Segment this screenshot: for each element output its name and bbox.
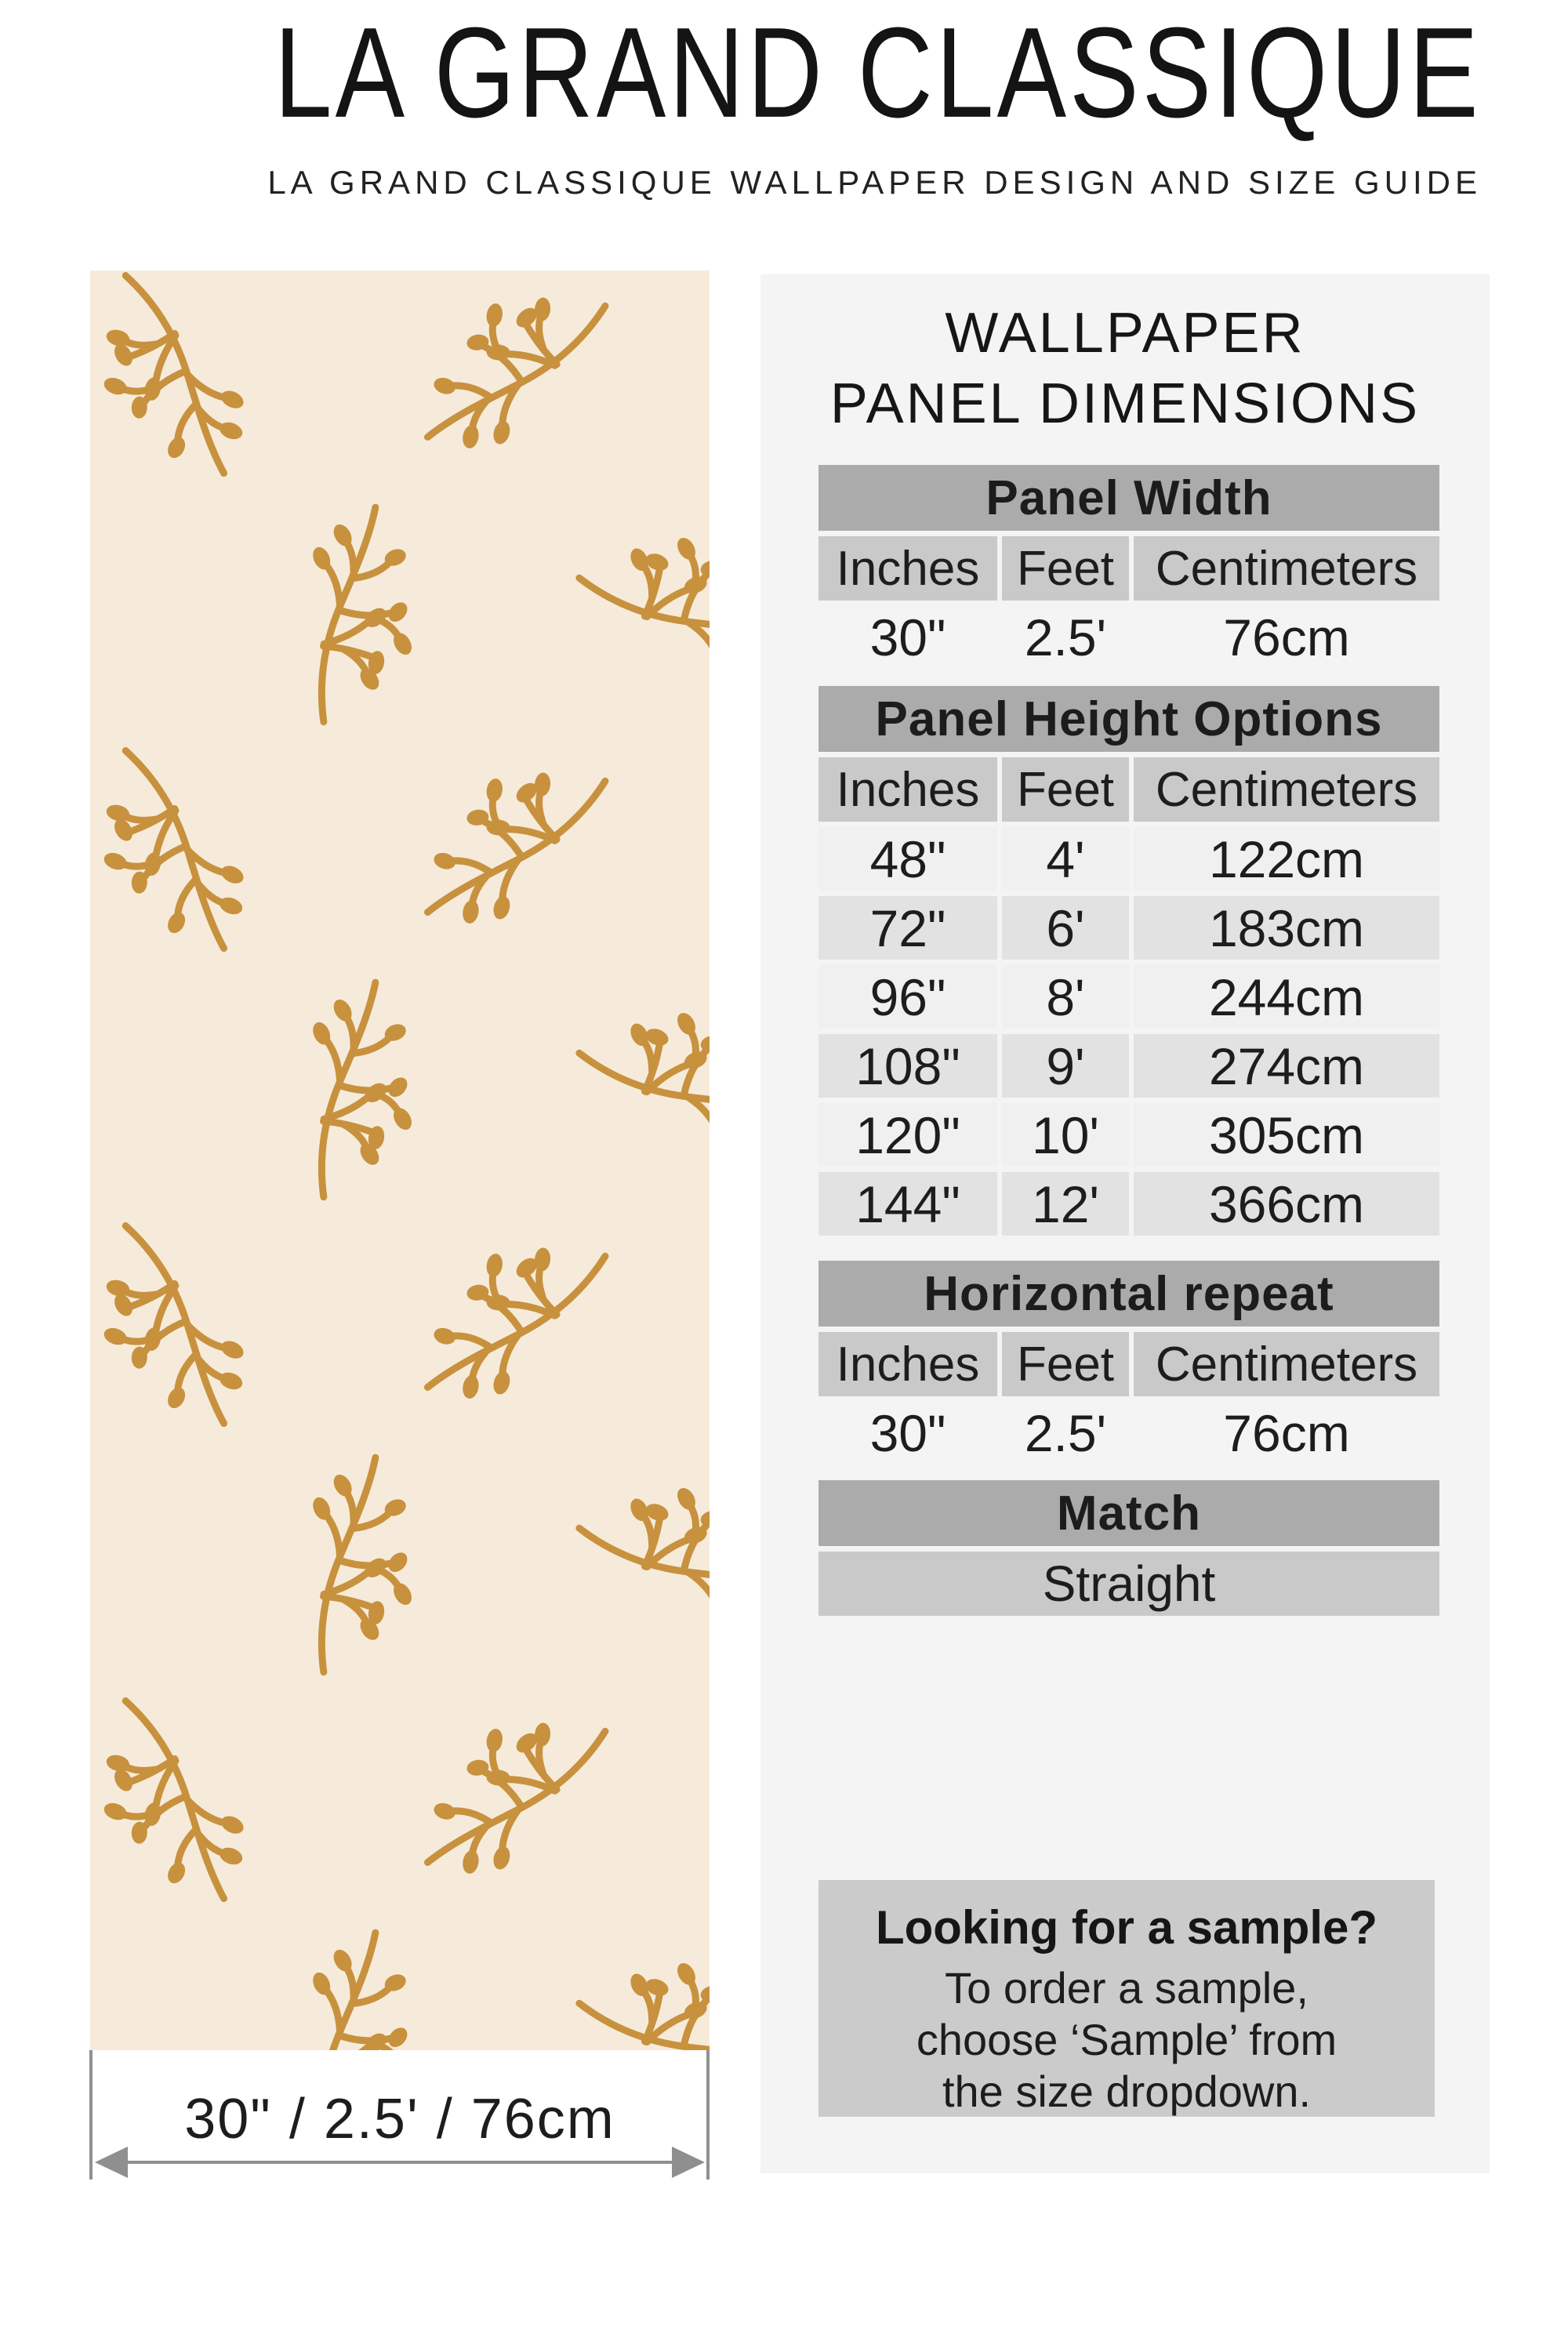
panel-height-section: [818, 686, 1439, 1241]
panel-height-value-row: [818, 1034, 1439, 1098]
panel-height-value-row-cell: 6': [1002, 896, 1129, 960]
horizontal-repeat-value-row-cell: 2.5': [1024, 1404, 1107, 1462]
panel-height-value-row-cell: 108": [818, 1034, 997, 1098]
sprig-pattern-svg: [90, 270, 710, 2050]
panel-height-value-row-cell: 48": [818, 827, 997, 891]
panel-height-value-row-cell: 144": [818, 1172, 997, 1236]
panel-heading: [760, 298, 1490, 439]
panel-height-header-row-cell: Feet: [1002, 757, 1129, 822]
match-title-bar: Match: [818, 1480, 1439, 1546]
panel-height-value-row-cell: 10': [1002, 1103, 1129, 1167]
sample-line: the size dropdown.: [942, 2067, 1312, 2116]
panel-height-value-row: [818, 965, 1439, 1029]
brand-title: LA GRAND CLASSIQUE: [274, 0, 1483, 145]
panel-height-header-row-cell: Centimeters: [1134, 757, 1439, 822]
sample-info-box: [818, 1880, 1435, 2117]
horizontal-repeat-header-row: [818, 1332, 1439, 1396]
panel-height-value-row-cell: 120": [818, 1103, 997, 1167]
brand-header: [267, 0, 1483, 201]
panel-width-header-row-cell: Feet: [1002, 536, 1129, 601]
panel-width-header-row: [818, 536, 1439, 601]
panel-height-value-row-cell: 305cm: [1134, 1103, 1439, 1167]
horizontal-repeat-header-row-cell: Centimeters: [1134, 1332, 1439, 1396]
horizontal-repeat-section: [818, 1261, 1439, 1470]
panel-height-value-row-cell: 183cm: [1134, 896, 1439, 960]
panel-height-value-row: [818, 827, 1439, 891]
dimensions-panel: [760, 274, 1490, 2173]
panel-heading-line1: WALLPAPER: [945, 302, 1305, 365]
panel-height-value-row-cell: 72": [818, 896, 997, 960]
sample-line: choose ‘Sample’ from: [916, 2015, 1338, 2064]
arrow-right-icon: [672, 2147, 705, 2178]
horizontal-repeat-header-row-cell: Inches: [818, 1332, 997, 1396]
horizontal-repeat-value-row-cell: 76cm: [1223, 1404, 1350, 1462]
panel-height-header-row: [818, 757, 1439, 822]
panel-height-value-row-cell: 4': [1002, 827, 1129, 891]
panel-height-title-bar: Panel Height Options: [818, 686, 1439, 752]
horizontal-repeat-value-row-cell: 30": [869, 1404, 946, 1462]
match-value: Straight: [818, 1552, 1439, 1616]
sample-line: To order a sample,: [945, 1963, 1308, 2013]
panel-width-value-row-cell: 2.5': [1024, 608, 1107, 666]
width-arrow: [95, 2147, 705, 2178]
panel-height-value-row: [818, 896, 1439, 960]
panel-height-value-row-cell: 274cm: [1134, 1034, 1439, 1098]
panel-height-value-row-cell: 366cm: [1134, 1172, 1439, 1236]
match-section: [818, 1480, 1439, 1616]
panel-width-header-row-cell: Centimeters: [1134, 536, 1439, 601]
horizontal-repeat-title-bar: Horizontal repeat: [818, 1261, 1439, 1327]
panel-heading-line2: PANEL DIMENSIONS: [829, 372, 1421, 435]
panel-height-value-row-cell: 8': [1002, 965, 1129, 1029]
panel-height-value-row-cell: 9': [1002, 1034, 1129, 1098]
panel-width-value-row-cell: 30": [869, 608, 946, 666]
horizontal-repeat-header-row-cell: Feet: [1002, 1332, 1129, 1396]
horizontal-repeat-value-row: [818, 1402, 1439, 1465]
panel-height-header-row-cell: Inches: [818, 757, 997, 822]
brand-subtitle: LA GRAND CLASSIQUE WALLPAPER DESIGN AND SIZE GUIDE: [267, 163, 1482, 201]
panel-width-header-row-cell: Inches: [818, 536, 997, 601]
wallpaper-swatch: [90, 270, 710, 2050]
panel-width-title-bar: Panel Width: [818, 465, 1439, 531]
panel-height-value-row-cell: 96": [818, 965, 997, 1029]
panel-height-value-row-cell: 122cm: [1134, 827, 1439, 891]
sample-title: Looking for a sample?: [875, 1901, 1378, 1954]
panel-height-value-row: [818, 1172, 1439, 1236]
swatch-width-label: 30" / 2.5' / 76cm: [184, 2088, 615, 2151]
panel-height-value-row: [818, 1103, 1439, 1167]
panel-height-value-row-cell: 244cm: [1134, 965, 1439, 1029]
panel-height-value-row-cell: 12': [1002, 1172, 1129, 1236]
panel-width-value-row: [818, 606, 1439, 669]
panel-width-section: [818, 465, 1439, 674]
arrow-shaft: [114, 2161, 686, 2164]
panel-width-value-row-cell: 76cm: [1223, 608, 1350, 666]
